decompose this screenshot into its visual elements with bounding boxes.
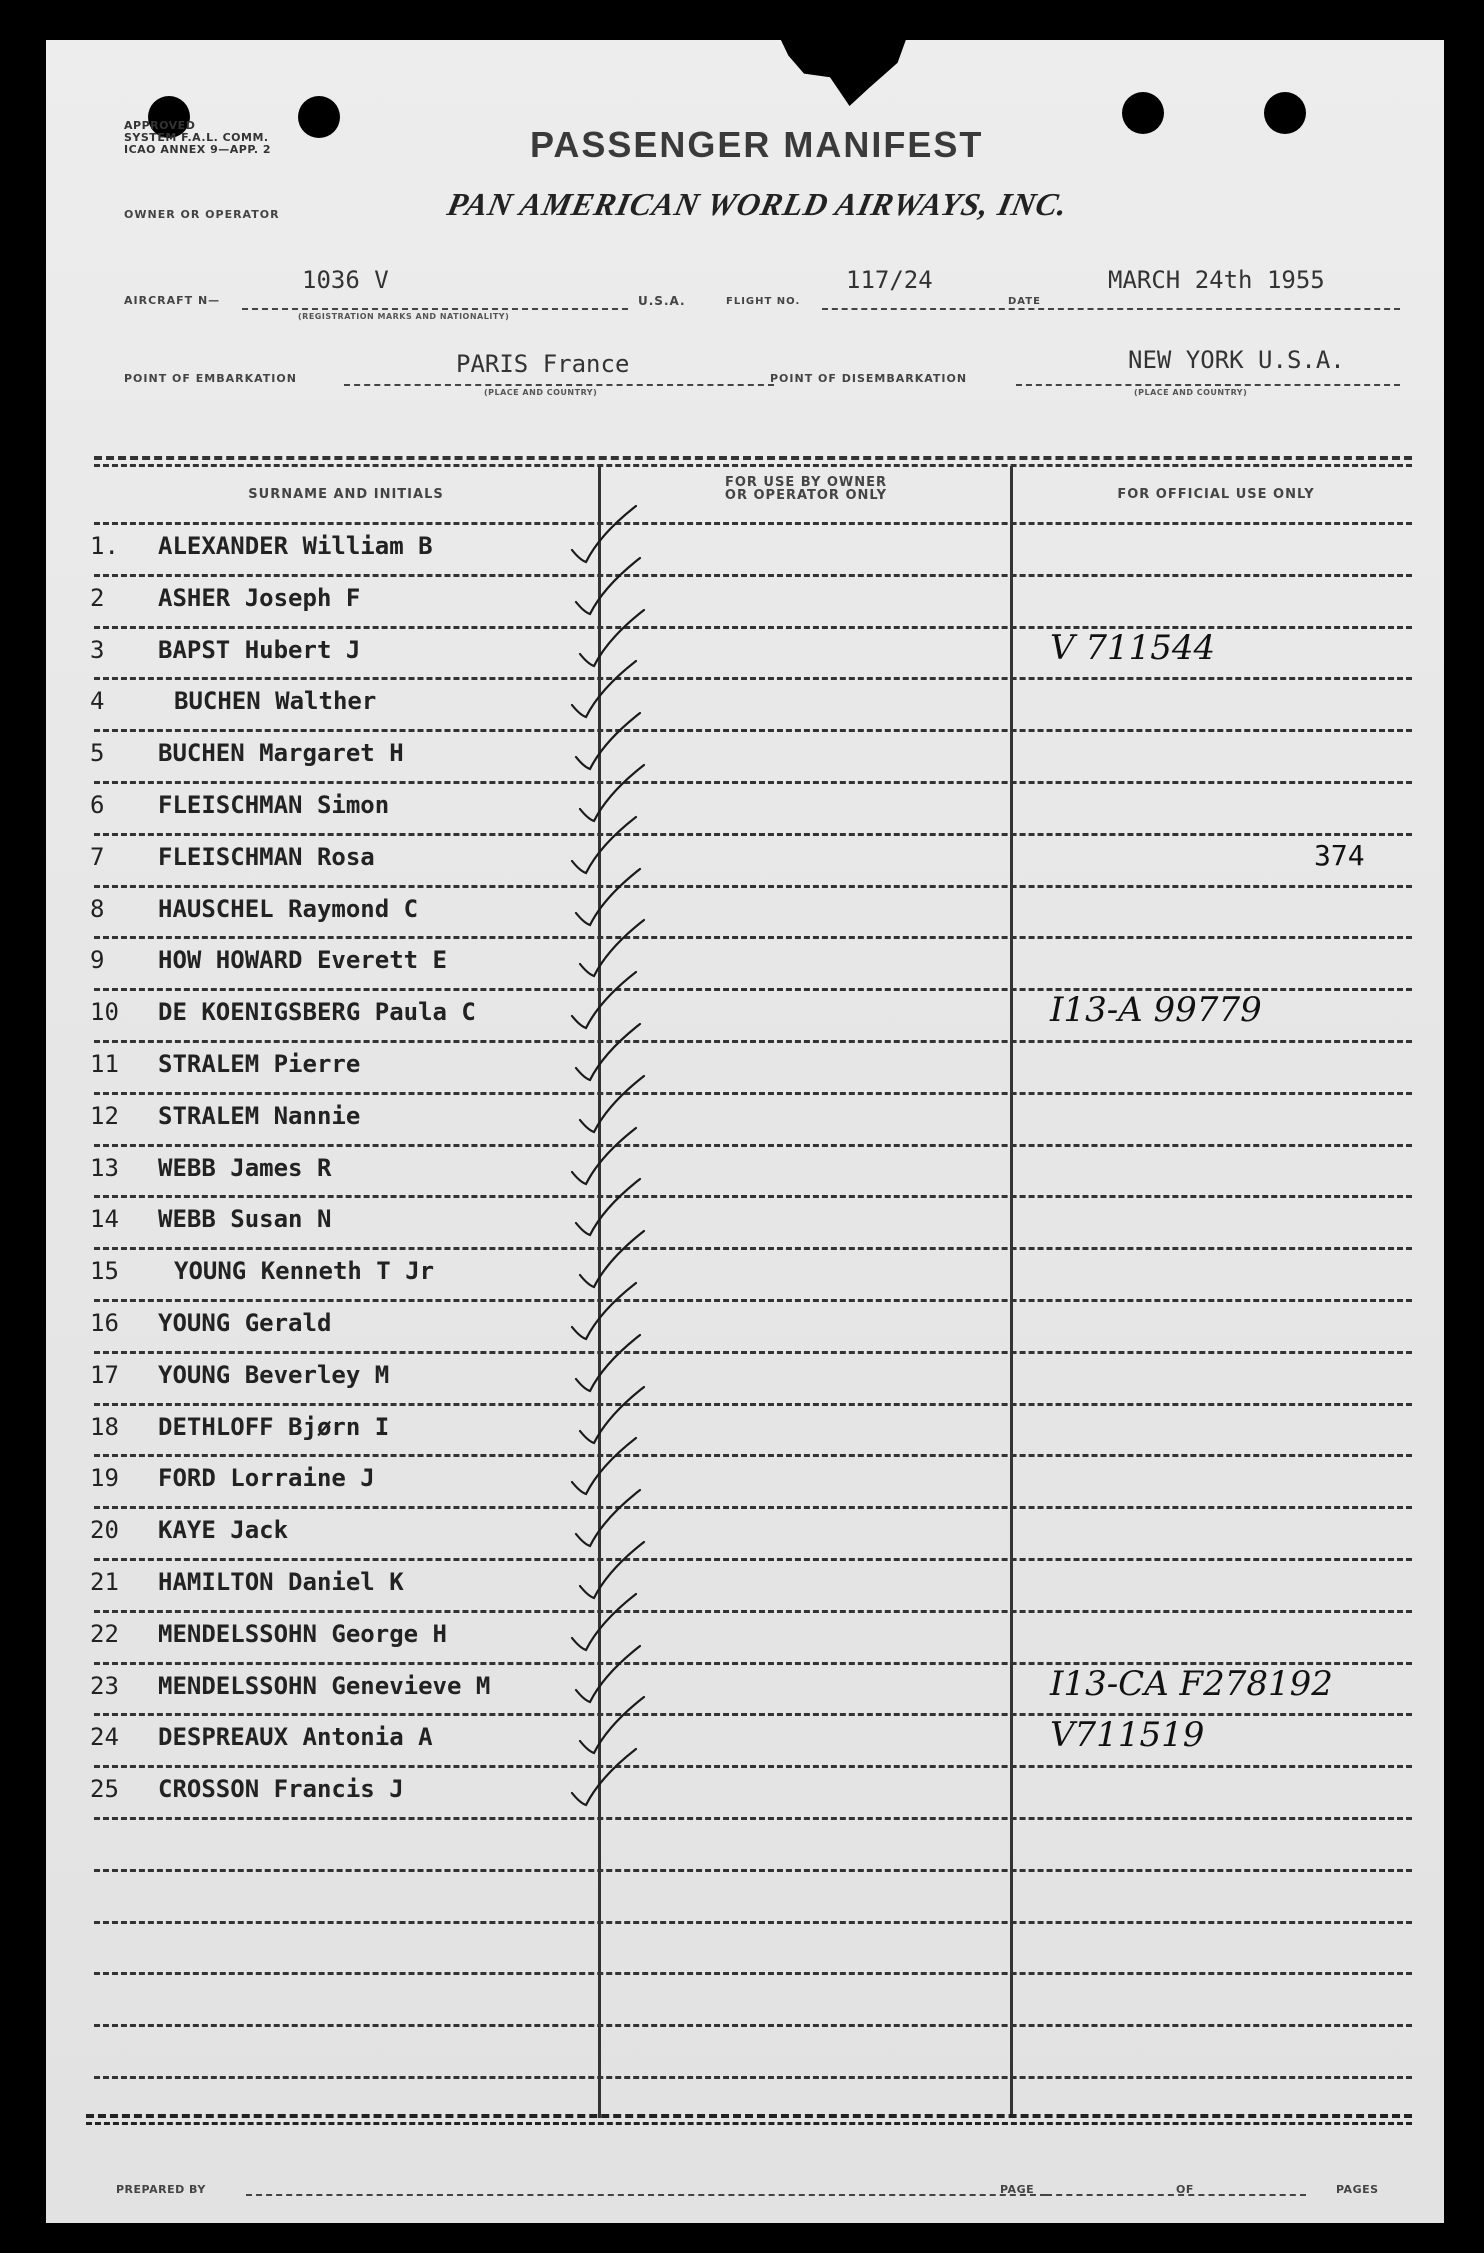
check-mark	[572, 1594, 636, 1650]
check-mark	[572, 1438, 636, 1494]
check-mark	[580, 1542, 644, 1598]
passenger-name: ALEXANDER William B	[158, 532, 433, 560]
check-mark	[572, 1283, 636, 1339]
check-mark	[576, 1024, 640, 1080]
passenger-number: 16	[90, 1309, 119, 1337]
passenger-name: KAYE Jack	[158, 1516, 289, 1544]
passenger-number: 19	[90, 1464, 119, 1492]
pages-label: PAGES	[1336, 2183, 1379, 2196]
passenger-number: 20	[90, 1516, 119, 1544]
approval-line-2: SYSTEM F.A.L. COMM.	[124, 131, 269, 144]
airline-name: PAN AMERICAN WORLD AIRWAYS, INC.	[444, 186, 1072, 222]
check-mark	[576, 1490, 640, 1546]
official-annotation: I13-CA F278192	[1050, 1664, 1333, 1704]
passenger-number: 3	[90, 636, 105, 664]
passenger-number: 11	[90, 1050, 119, 1078]
table-bottom-rule	[86, 2114, 1412, 2118]
owner-label: OWNER OR OPERATOR	[124, 208, 280, 221]
check-mark	[580, 610, 644, 666]
check-mark	[576, 713, 640, 769]
page-line	[1046, 2194, 1306, 2196]
passenger-name: FLEISCHMAN Simon	[158, 791, 390, 819]
disembarkation-label: POINT OF DISEMBARKATION	[770, 372, 968, 385]
passenger-number: 8	[90, 895, 105, 923]
prepared-by-label: PREPARED BY	[116, 2183, 206, 2196]
passenger-number: 1.	[90, 532, 119, 560]
passenger-number: 5	[90, 739, 105, 767]
page-label: PAGE	[1000, 2183, 1035, 2196]
usa-label: U.S.A.	[638, 294, 686, 308]
passenger-name: ASHER Joseph F	[158, 584, 361, 612]
passenger-number: 17	[90, 1361, 119, 1389]
passenger-number: 14	[90, 1205, 119, 1233]
passenger-name: MENDELSSOHN George H	[158, 1620, 447, 1648]
check-marks	[46, 40, 1444, 2223]
check-mark	[576, 869, 640, 925]
check-mark	[580, 1231, 644, 1287]
embarkation-label: POINT OF EMBARKATION	[124, 372, 297, 385]
prepared-by-line	[246, 2194, 1046, 2196]
passenger-name: HOW HOWARD Everett E	[158, 946, 447, 974]
passenger-name: DESPREAUX Antonia A	[158, 1723, 433, 1751]
passenger-name: HAMILTON Daniel K	[158, 1568, 404, 1596]
check-mark	[576, 1335, 640, 1391]
passenger-name: FLEISCHMAN Rosa	[158, 843, 375, 871]
table-bottom-rule	[86, 2122, 1412, 2125]
embarkation-value: PARIS France	[456, 350, 630, 378]
check-mark	[580, 1697, 644, 1753]
passenger-number: 10	[90, 998, 119, 1026]
passenger-name: WEBB Susan N	[158, 1205, 332, 1233]
passenger-name: HAUSCHEL Raymond C	[158, 895, 419, 923]
check-mark	[572, 506, 636, 562]
check-mark	[580, 920, 644, 976]
passenger-number: 22	[90, 1620, 119, 1648]
passenger-number: 18	[90, 1413, 119, 1441]
check-mark	[580, 1076, 644, 1132]
passenger-number: 15	[90, 1257, 119, 1285]
passenger-number: 13	[90, 1154, 119, 1182]
flight-value: 117/24	[846, 266, 933, 294]
passenger-number: 9	[90, 946, 105, 974]
passenger-number: 24	[90, 1723, 119, 1751]
passenger-number: 4	[90, 687, 105, 715]
passenger-number: 25	[90, 1775, 119, 1803]
passenger-name: WEBB James R	[158, 1154, 332, 1182]
check-mark	[576, 1179, 640, 1235]
passenger-name: BUCHEN Margaret H	[158, 739, 404, 767]
passenger-number: 7	[90, 843, 105, 871]
column-header-names: SURNAME AND INITIALS	[248, 487, 444, 502]
check-mark	[576, 1646, 640, 1702]
column-header-official: FOR OFFICIAL USE ONLY	[1117, 487, 1315, 502]
official-annotation: V711519	[1050, 1715, 1205, 1755]
passenger-name: DE KOENIGSBERG Paula C	[158, 998, 476, 1026]
disembarkation-caption: (PLACE AND COUNTRY)	[1134, 388, 1248, 397]
check-mark	[580, 1387, 644, 1443]
check-mark	[572, 817, 636, 873]
passenger-name: YOUNG Kenneth T Jr	[174, 1257, 435, 1285]
flight-label: FLIGHT NO.	[726, 296, 801, 307]
passenger-number: 21	[90, 1568, 119, 1596]
check-mark	[580, 765, 644, 821]
approval-line-1: APPROVED	[124, 119, 196, 132]
column-header-owner-1: FOR USE BY OWNER	[724, 475, 888, 490]
column-header-owner-2: OR OPERATOR ONLY	[724, 488, 888, 503]
check-mark	[572, 661, 636, 717]
passenger-number: 12	[90, 1102, 119, 1130]
passenger-name: CROSSON Francis J	[158, 1775, 404, 1803]
check-mark	[572, 972, 636, 1028]
check-mark	[572, 1128, 636, 1184]
passenger-name: YOUNG Beverley M	[158, 1361, 390, 1389]
passenger-name: MENDELSSOHN Genevieve M	[158, 1672, 491, 1700]
passenger-number: 23	[90, 1672, 119, 1700]
passenger-number: 6	[90, 791, 105, 819]
passenger-name: STRALEM Nannie	[158, 1102, 361, 1130]
official-annotation: I13-A 99779	[1050, 990, 1262, 1030]
aircraft-value: 1036 V	[302, 266, 389, 294]
passenger-name: BUCHEN Walther	[174, 687, 377, 715]
of-label: OF	[1176, 2183, 1194, 2196]
embarkation-caption: (PLACE AND COUNTRY)	[484, 388, 598, 397]
aircraft-label: AIRCRAFT N—	[124, 294, 221, 307]
aircraft-caption: (REGISTRATION MARKS AND NATIONALITY)	[298, 312, 510, 321]
passenger-number: 2	[90, 584, 105, 612]
official-annotation: 374	[1314, 839, 1365, 872]
date-label: DATE	[1008, 296, 1041, 307]
approval-line-3: ICAO ANNEX 9—APP. 2	[124, 143, 272, 156]
passenger-name: FORD Lorraine J	[158, 1464, 375, 1492]
check-mark	[576, 558, 640, 614]
manifest-sheet	[46, 40, 1444, 2223]
passenger-name: STRALEM Pierre	[158, 1050, 361, 1078]
check-mark	[572, 1749, 636, 1805]
date-value: MARCH 24th 1955	[1108, 266, 1325, 294]
passenger-name: DETHLOFF Bjørn I	[158, 1413, 390, 1441]
official-annotation: V 711544	[1050, 628, 1216, 668]
disembarkation-value: NEW YORK U.S.A.	[1128, 346, 1345, 374]
passenger-name: BAPST Hubert J	[158, 636, 361, 664]
form-title: PASSENGER MANIFEST	[530, 124, 984, 165]
passenger-name: YOUNG Gerald	[158, 1309, 332, 1337]
